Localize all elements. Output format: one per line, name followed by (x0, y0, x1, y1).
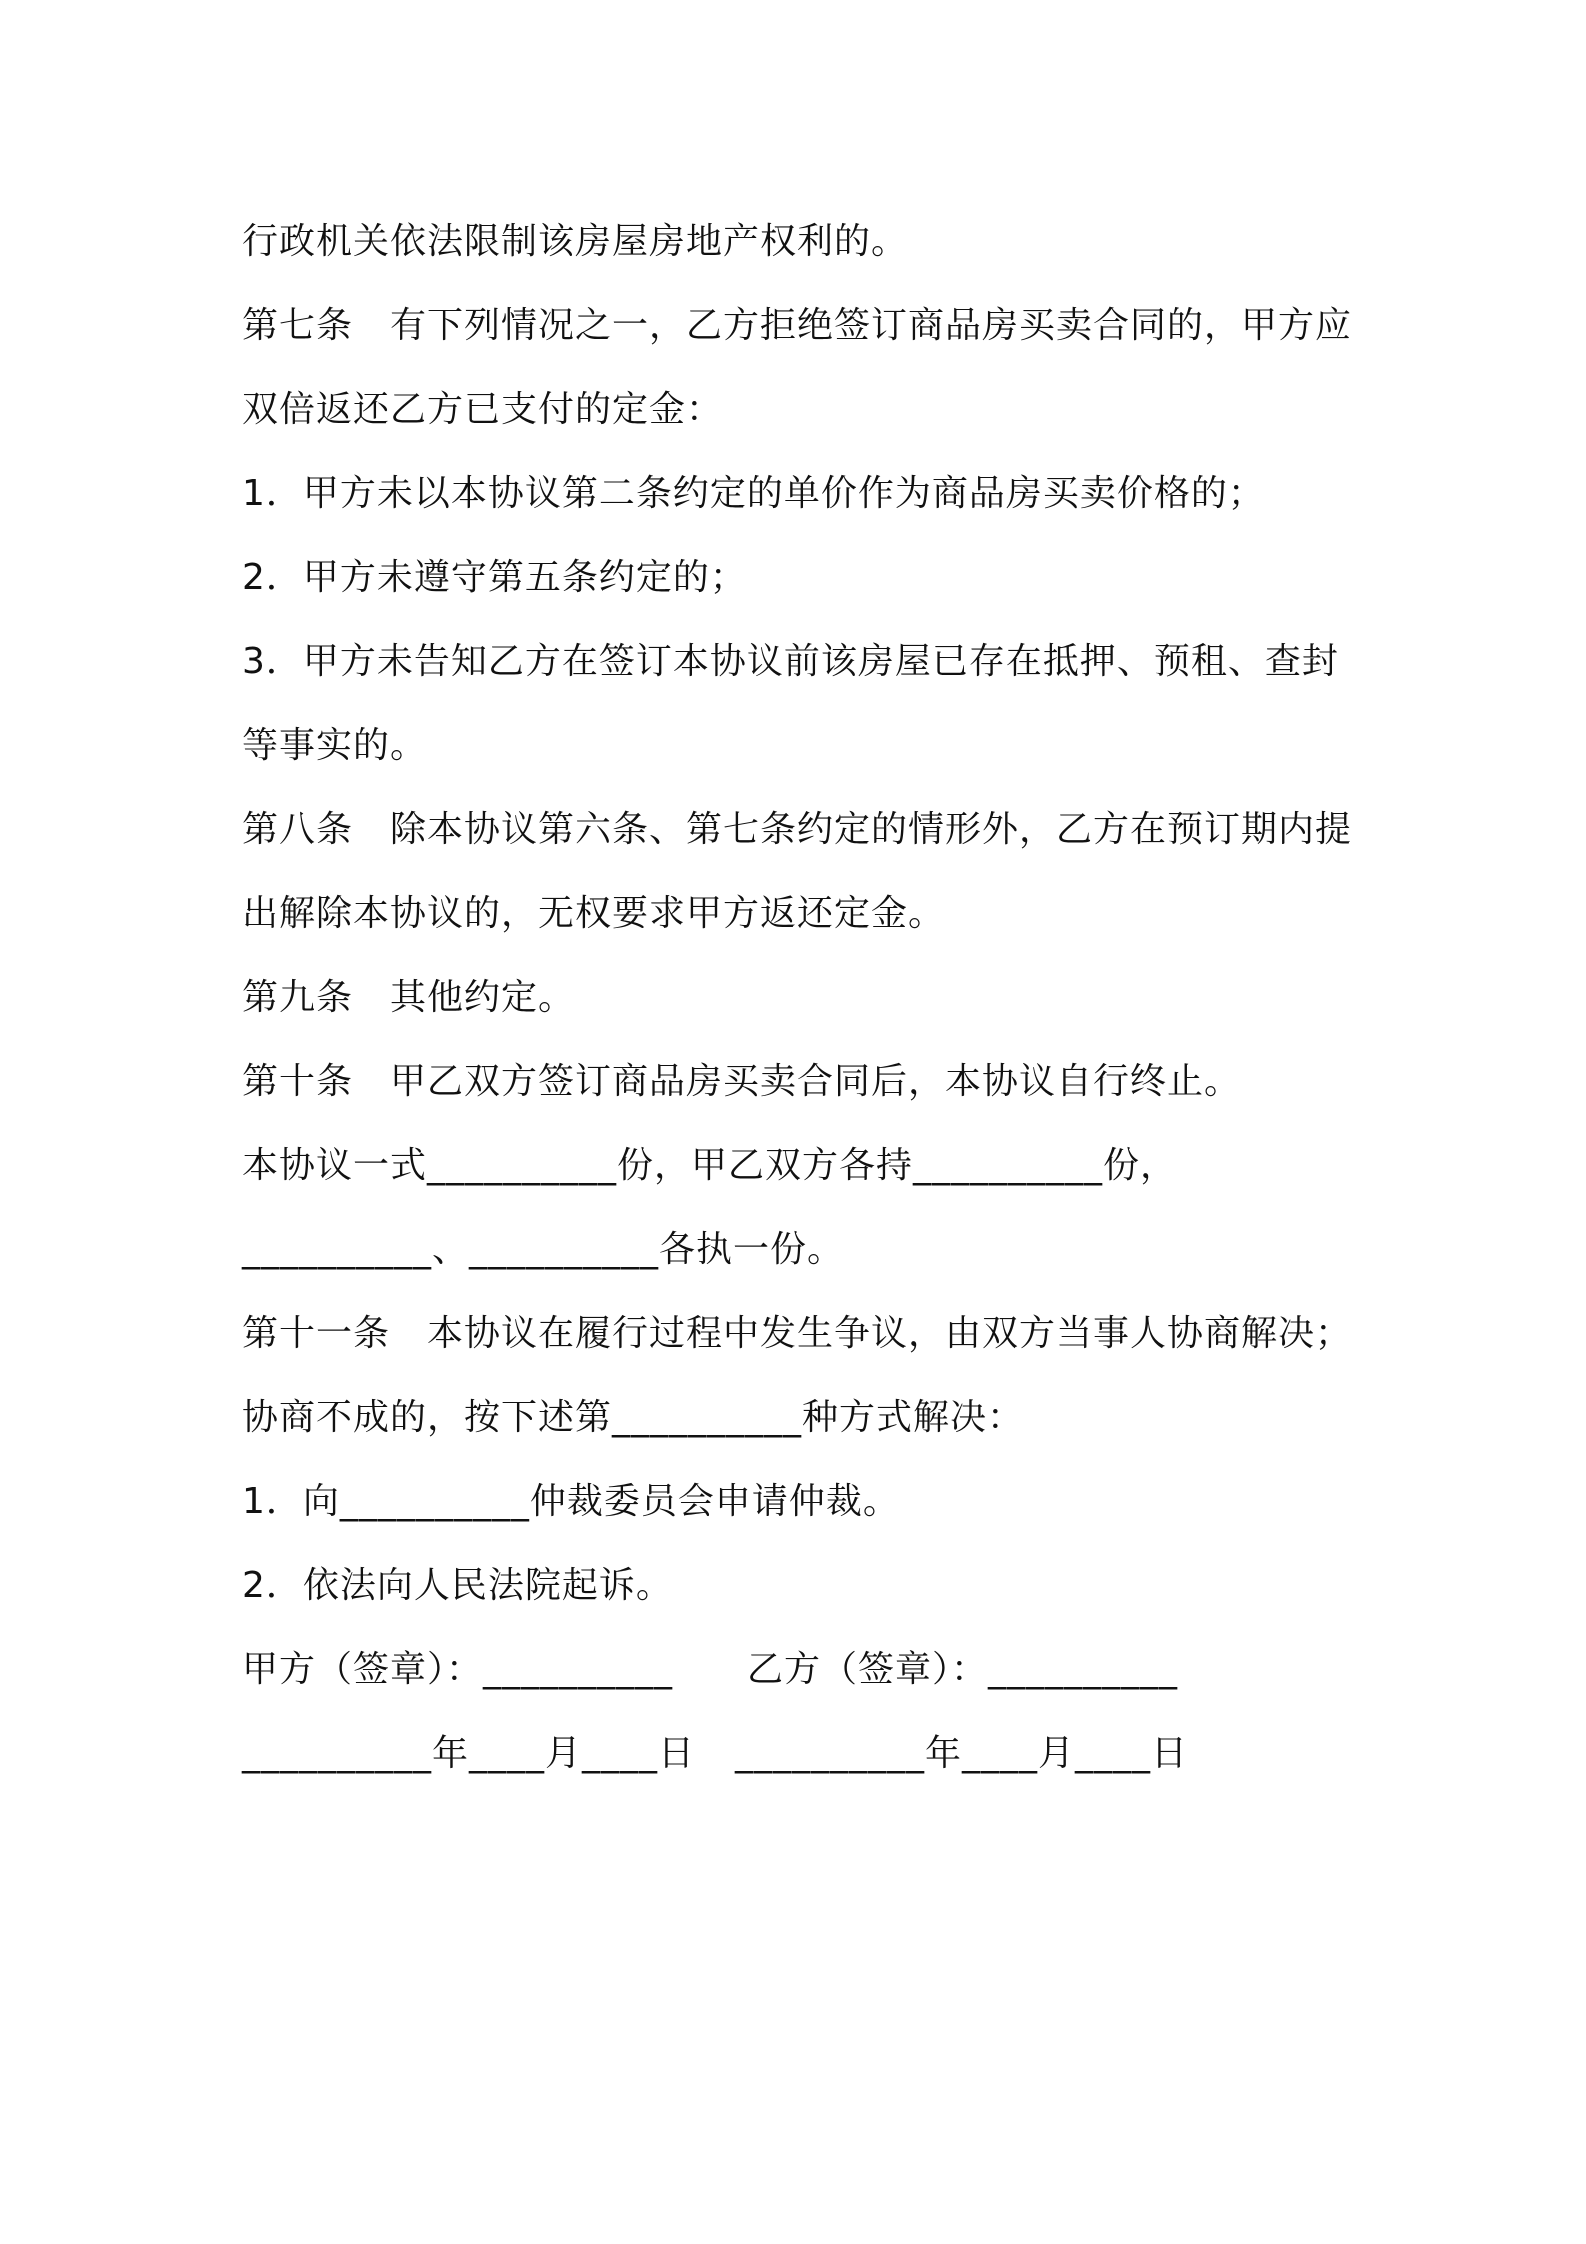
party-b-date: __________年____月____日 (735, 1733, 1188, 1774)
article-9-line: 第九条 其他约定。 (242, 977, 576, 1018)
paragraph-line: 出解除本协议的，无权要求甲方返还定金。 (242, 893, 946, 934)
paragraph-line: 行政机关依法限制该房屋房地产权利的。 (242, 221, 909, 262)
party-a-date: __________年____月____日 (242, 1733, 695, 1774)
signature-row (242, 1628, 1362, 1712)
document-body (242, 200, 1362, 1796)
paragraph-line: 等事实的。 (242, 725, 428, 766)
copies-line: 本协议一式__________份，甲乙双方各持__________份， (242, 1145, 1178, 1186)
paragraph-line: 双倍返还乙方已支付的定金： (242, 389, 724, 430)
article-10-line: 第十条 甲乙双方签订商品房买卖合同后，本协议自行终止。 (242, 1061, 1242, 1102)
party-a-signature: 甲方（签章）：__________ (242, 1649, 674, 1690)
list-item: 1．甲方未以本协议第二条约定的单价作为商品房买卖价格的； (242, 473, 1265, 514)
list-item: 1．向__________仲裁委员会申请仲裁。 (242, 1481, 900, 1522)
list-item: 2．甲方未遵守第五条约定的； (242, 557, 747, 598)
article-8-line: 第八条 除本协议第六条、第七条约定的情形外，乙方在预订期内提 (242, 809, 1353, 850)
paragraph-line: 协商不成的，按下述第__________种方式解决： (242, 1397, 1025, 1438)
article-7-line: 第七条 有下列情况之一，乙方拒绝签订商品房买卖合同的，甲方应 (242, 305, 1353, 346)
list-item: 2．依法向人民法院起诉。 (242, 1565, 673, 1606)
list-item: 3．甲方未告知乙方在签订本协议前该房屋已存在抵押、预租、查封 (242, 641, 1339, 682)
date-row (242, 1712, 1362, 1796)
party-b-signature: 乙方（签章）：__________ (747, 1649, 1179, 1690)
article-11-line: 第十一条 本协议在履行过程中发生争议，由双方当事人协商解决； (242, 1313, 1353, 1354)
copies-holders-line: __________、__________各执一份。 (242, 1229, 845, 1270)
